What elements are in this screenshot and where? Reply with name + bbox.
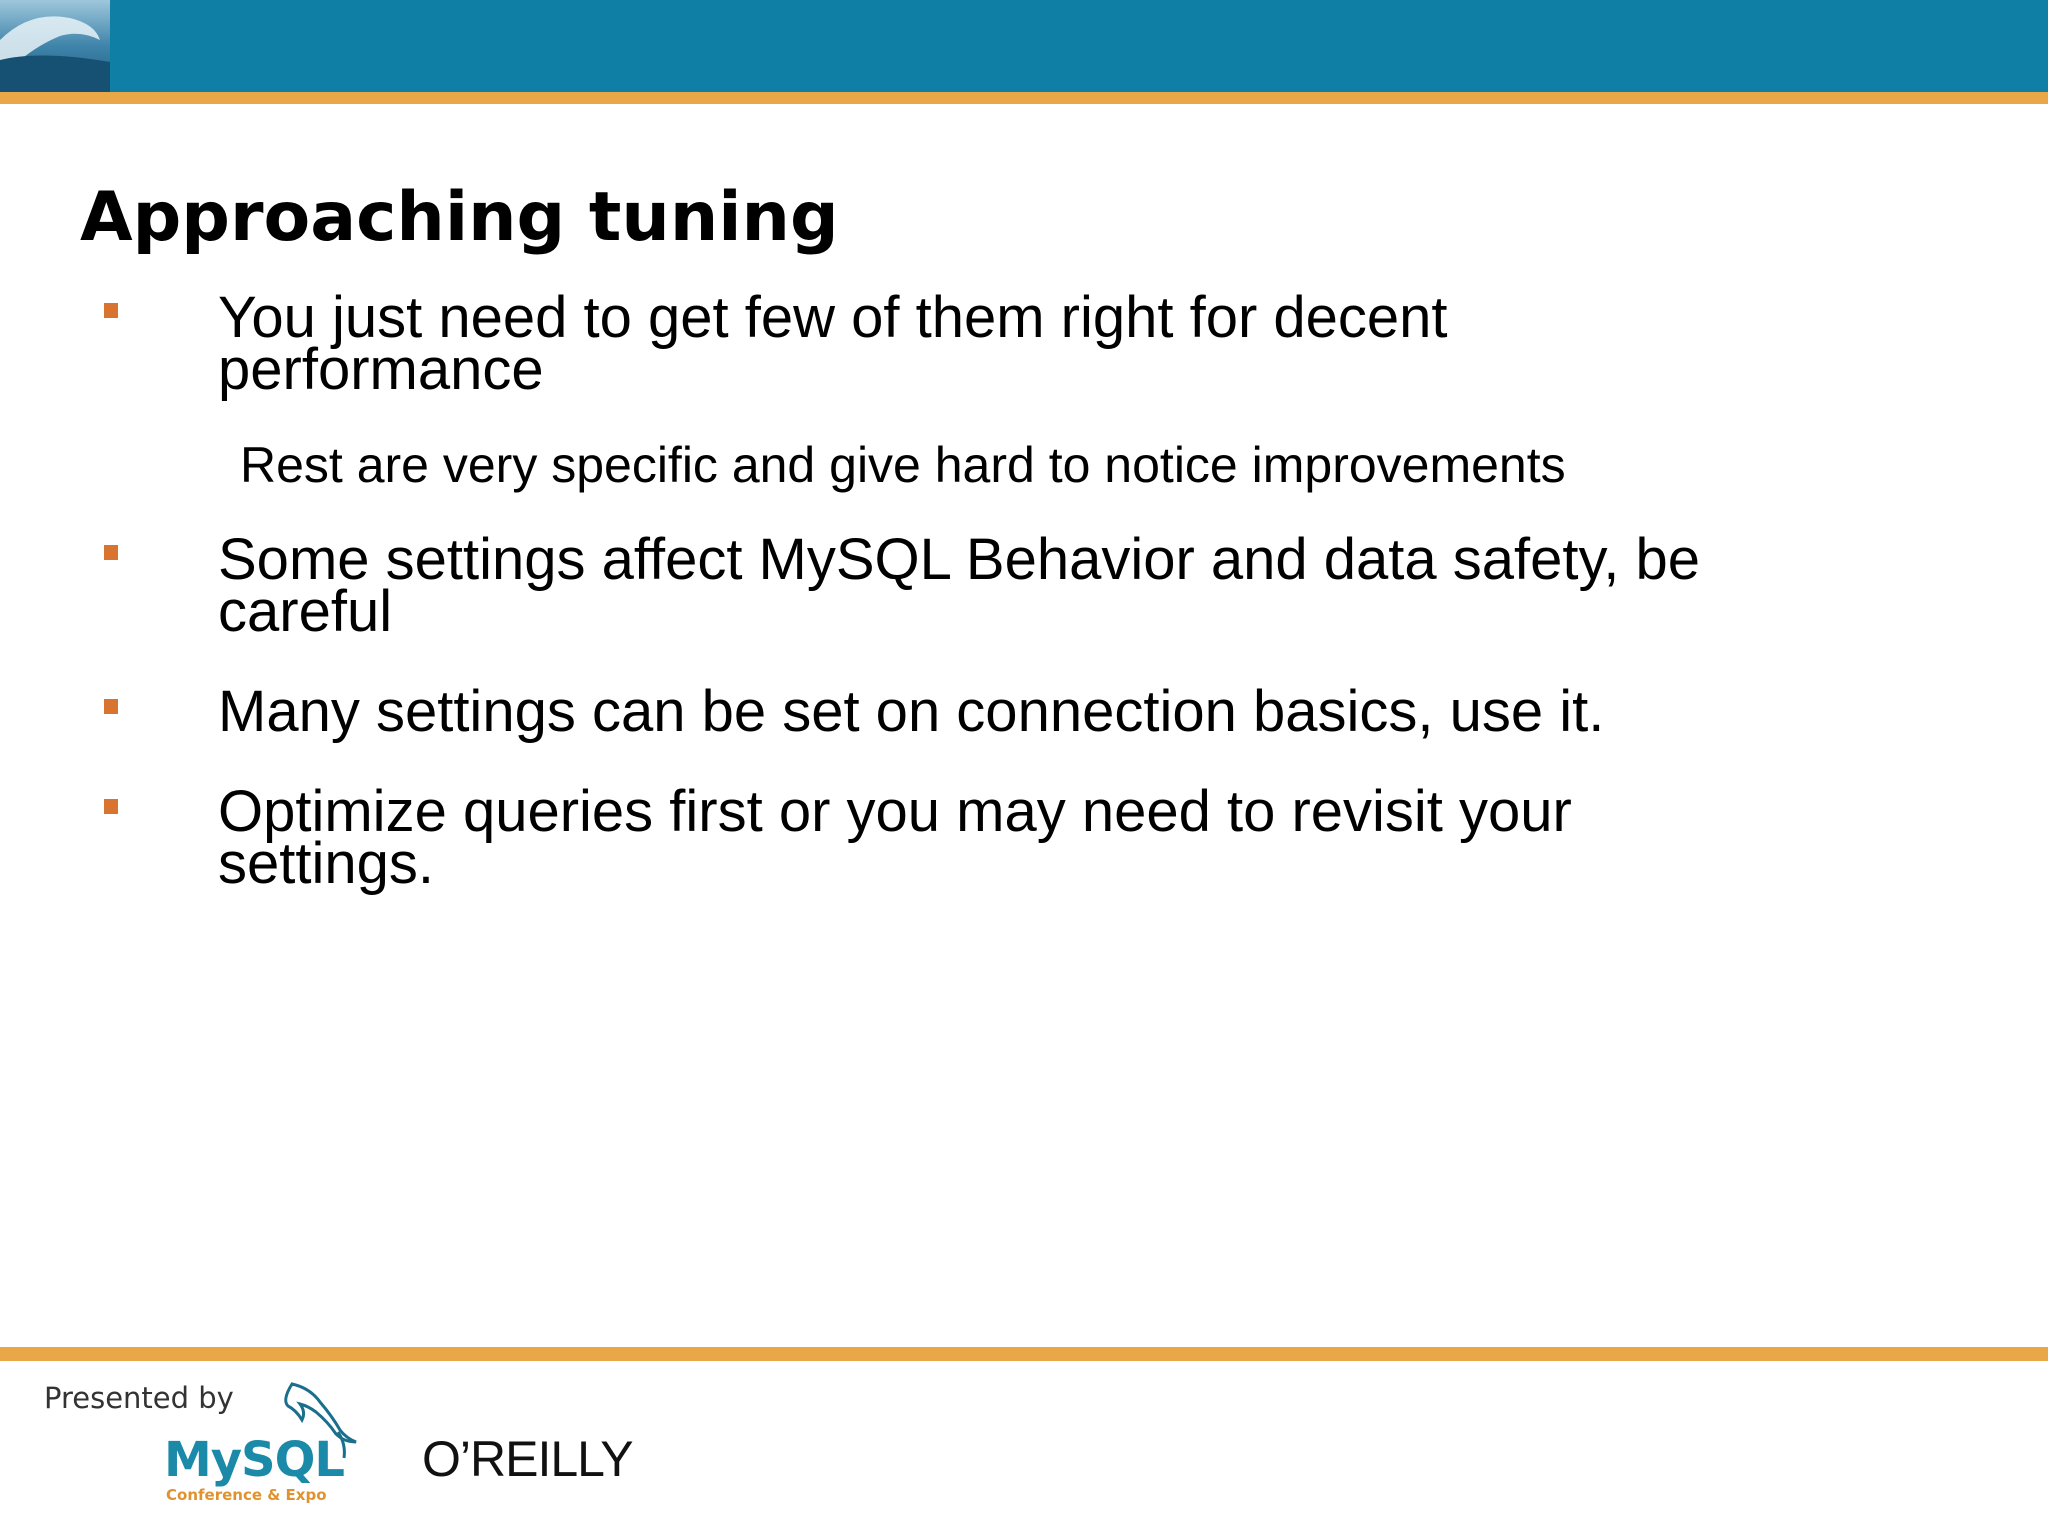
bullet-4-line-1: Optimize queries first or you may need to revisit your	[218, 779, 1572, 844]
bullet-4-line-2: settings.	[218, 831, 434, 896]
mysql-logo-subtitle: Conference & Expo	[166, 1486, 327, 1504]
bullet-3	[218, 679, 1605, 744]
bullet-1-line-1: You just need to get few of them right for decent	[218, 285, 1448, 350]
bullet-2-line-2: careful	[218, 579, 393, 644]
bullet-marker	[104, 545, 118, 560]
bullet-marker	[104, 699, 118, 714]
bullet-marker	[104, 303, 118, 318]
oreilly-logo: O’REILLY	[422, 1431, 633, 1487]
bullet-1	[218, 285, 1448, 402]
bullet-2	[218, 527, 1700, 644]
bullet-marker	[104, 799, 118, 814]
bullet-4	[218, 779, 1572, 896]
mysql-logo: MySQL	[164, 1432, 345, 1488]
bullet-3-line-1: Many settings can be set on connection basics, use it.	[218, 679, 1605, 744]
presented-by-label: Presented by	[44, 1381, 234, 1415]
slide-title: Approaching tuning	[80, 178, 839, 257]
wave-image	[0, 0, 110, 92]
sub-point: Rest are very specific and give hard to notice improvements	[240, 437, 1566, 493]
footer-rule	[0, 1347, 2048, 1361]
bullet-2-line-1: Some settings affect MySQL Behavior and data safety, be	[218, 527, 1700, 592]
header-rule	[0, 92, 2048, 104]
header-bar	[0, 0, 2048, 92]
bullet-1-line-2: performance	[218, 337, 544, 402]
